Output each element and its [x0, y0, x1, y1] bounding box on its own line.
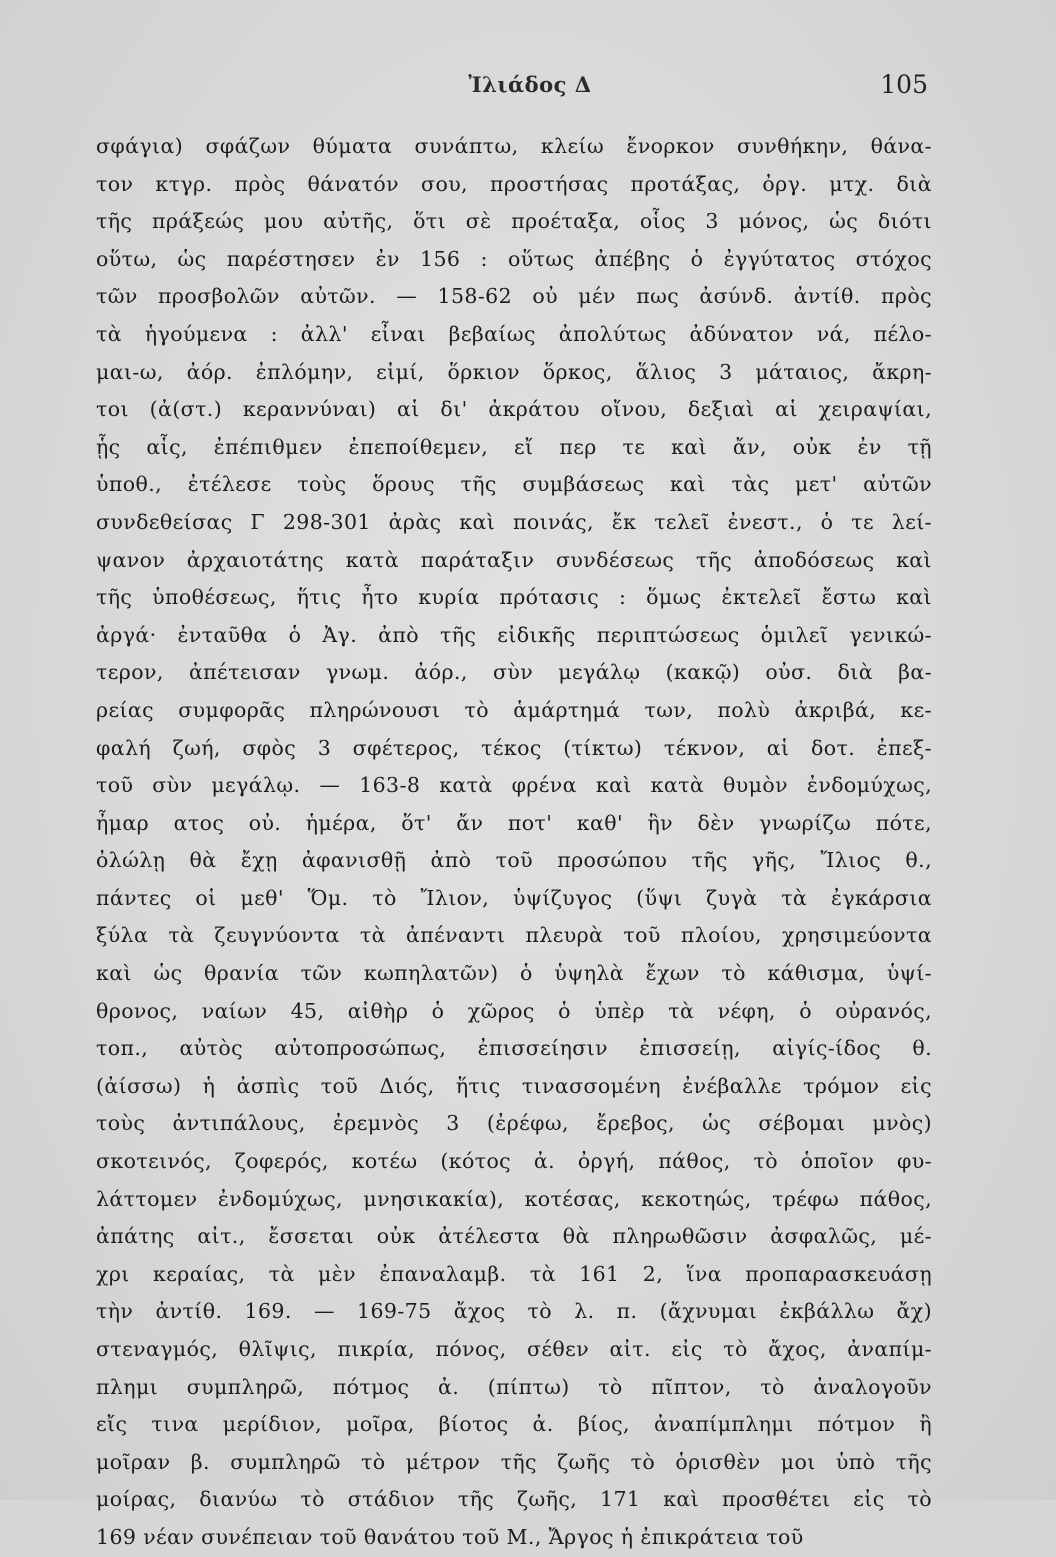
- text-line: οὕτω, ὡς παρέστησεν ἐν 156 : οὕτως ἀπέβης ὁ ἐγγύτατος στόχος: [96, 246, 932, 271]
- text-line: τῆς πράξεώς μου αὐτῆς, ὅτι σὲ προέταξα, οἷος 3 μόνος, ὡς διότι: [96, 209, 932, 234]
- text-line: τὴν ἀντίθ. 169. — 169-75 ἄχος τὸ λ. π. (ἄχνυμαι ἐκβάλλω ἄχ): [96, 1299, 932, 1324]
- text-line: ψανον ἀρχαιοτάτης κατὰ παράταξιν συνδέσεως τῆς ἀποδόσεως καὶ: [96, 547, 932, 572]
- text-line: ᾗς αἷς, ἐπέπιθμεν ἐπεποίθεμεν, εἴ περ τε καὶ ἄν, οὐκ ἐν τῇ: [96, 434, 932, 459]
- text-line: πάντες οἱ μεθ' Ὅμ. τὸ Ἴλιον, ὑψίζυγος (ὕψι ζυγὰ τὰ ἐγκάρσια: [96, 885, 932, 910]
- text-line: πλημι συμπληρῶ, πότμος ἀ. (πίπτω) τὸ πῖπτον, τὸ ἀναλογοῦν: [96, 1374, 932, 1399]
- text-line: συνδεθείσας Γ 298-301 ἀρὰς καὶ ποινάς, ἔκ τελεῖ ἐνεστ., ὁ τε λεί-: [96, 509, 932, 534]
- text-line: ὑποθ., ἐτέλεσε τοὺς ὅρους τῆς συμβάσεως καὶ τὰς μετ' αὐτῶν: [96, 472, 932, 497]
- text-line: τοι (ἀ(στ.) κεραννύναι) αἱ δι' ἀκράτου οἴνου, δεξιαὶ αἱ χειραψίαι,: [96, 397, 932, 422]
- text-line: ξύλα τὰ ζευγνύοντα τὰ ἀπέναντι πλευρὰ τοῦ πλοίου, χρησιμεύοντα: [96, 923, 932, 948]
- running-title: Ἰλιάδος Δ: [468, 72, 592, 97]
- text-line: (ἀίσσω) ἡ ἀσπὶς τοῦ Διός, ἥτις τινασσομένη ἐνέβαλλε τρόμον εἰς: [96, 1073, 932, 1098]
- text-line: στεναγμός, θλῖψις, πικρία, πόνος, σέθεν αἰτ. εἰς τὸ ἄχος, ἀναπίμ-: [96, 1337, 932, 1361]
- text-line: σκοτεινός, ζοφερός, κοτέω (κότος ἀ. ὀργή, πάθος, τὸ ὁποῖον φυ-: [96, 1149, 932, 1174]
- text-line: τὰ ἡγούμενα : ἀλλ' εἶναι βεβαίως ἀπολύτως ἀδύνατον νά, πέλο-: [96, 321, 932, 346]
- text-line: τον κτγρ. πρὸς θάνατόν σου, προστήσας προτάξας, ὀργ. μτχ. διὰ: [96, 171, 932, 196]
- text-line: τερον, ἀπέτεισαν γνωμ. ἀόρ., σὺν μεγάλῳ (κακῷ) οὐσ. διὰ βα-: [96, 660, 932, 685]
- text-line: θρονος, ναίων 45, αἰθὴρ ὁ χῶρος ὁ ὑπὲρ τὰ νέφη, ὁ οὐρανός,: [96, 998, 932, 1023]
- text-line: μοῖραν β. συμπληρῶ τὸ μέτρον τῆς ζωῆς τὸ ὁρισθὲν μοι ὑπὸ τῆς: [96, 1449, 932, 1474]
- text-line: τῆς ὑποθέσεως, ἥτις ἦτο κυρία πρότασις : ὅμως ἐκτελεῖ ἔστω καὶ: [96, 585, 932, 610]
- text-line: ἀπάτης αἰτ., ἔσσεται οὐκ ἀτέλεστα θὰ πληρωθῶσιν ἀσφαλῶς, μέ-: [96, 1224, 932, 1249]
- text-line: ἦμαρ ατος οὐ. ἡμέρα, ὅτ' ἄν ποτ' καθ' ἣν δὲν γνωρίζω πότε,: [96, 810, 932, 835]
- text-line: μαι-ω, ἀόρ. ἐπλόμην, εἰμί, ὅρκιον ὅρκος, ἅλιος 3 μάταιος, ἄκρη-: [96, 359, 932, 384]
- text-line: 169 νέαν συνέπειαν τοῦ θανάτου τοῦ Μ., Ἄργος ἡ ἐπικράτεια τοῦ: [96, 1524, 804, 1549]
- text-line: σφάγια) σφάζων θύματα συνάπτω, κλείω ἔνορκον συνθήκην, θάνα-: [96, 134, 932, 158]
- text-line: φαλή ζωή, σφὸς 3 σφέτερος, τέκος (τίκτω) τέκνον, αἱ δοτ. ἐπεξ-: [96, 735, 932, 760]
- text-line: τοὺς ἀντιπάλους, ἐρεμνὸς 3 (ἐρέφω, ἔρεβος, ὡς σέβομαι μνὸς): [96, 1111, 932, 1136]
- text-line: ἀργά· ἐνταῦθα ὁ Ἀγ. ἀπὸ τῆς εἰδικῆς περιπτώσεως ὁμιλεῖ γενικώ-: [96, 622, 932, 647]
- text-line: μοίρας, διανύω τὸ στάδιον τῆς ζωῆς, 171 καὶ προσθέτει εἰς τὸ: [96, 1487, 932, 1512]
- text-line: χρι κεραίας, τὰ μὲν ἐπαναλαμβ. τὰ 161 2, ἵνα προπαρασκευάσῃ: [96, 1261, 932, 1286]
- text-line: λάττομεν ἐνδομύχως, μνησικακία), κοτέσας, κεκοτηώς, τρέφω πάθος,: [96, 1186, 932, 1211]
- text-line: ρείας συμφορᾶς πληρώνουσι τὸ ἁμάρτημά των, πολὺ ἀκριβά, κε-: [96, 697, 932, 722]
- page-header: [0, 70, 1056, 106]
- text-line: εἴς τινα μερίδιον, μοῖρα, βίοτος ἀ. βίος, ἀναπίμπλημι πότμον ἢ: [96, 1412, 932, 1437]
- text-line: τοῦ σὺν μεγάλῳ. — 163-8 κατὰ φρένα καὶ κατὰ θυμὸν ἐνδομύχως,: [96, 773, 932, 798]
- text-line: τοπ., αὐτὸς αὐτοπροσώπως, ἐπισσείησιν ἐπισσείῃ, αἰγίς-ίδος θ.: [96, 1036, 932, 1061]
- text-line: ὀλώλῃ θὰ ἔχῃ ἀφανισθῇ ἀπὸ τοῦ προσώπου τῆς γῆς, Ἴλιος θ.,: [96, 848, 932, 873]
- page-number: 105: [880, 70, 928, 99]
- text-line: τῶν προσβολῶν αὐτῶν. — 158-62 οὐ μέν πως ἀσύνδ. ἀντίθ. πρὸς: [96, 284, 932, 309]
- commentary-text: [96, 128, 932, 1557]
- text-line: καὶ ὡς θρανία τῶν κωπηλατῶν) ὁ ὑψηλὰ ἔχων τὸ κάθισμα, ὑψί-: [96, 961, 932, 986]
